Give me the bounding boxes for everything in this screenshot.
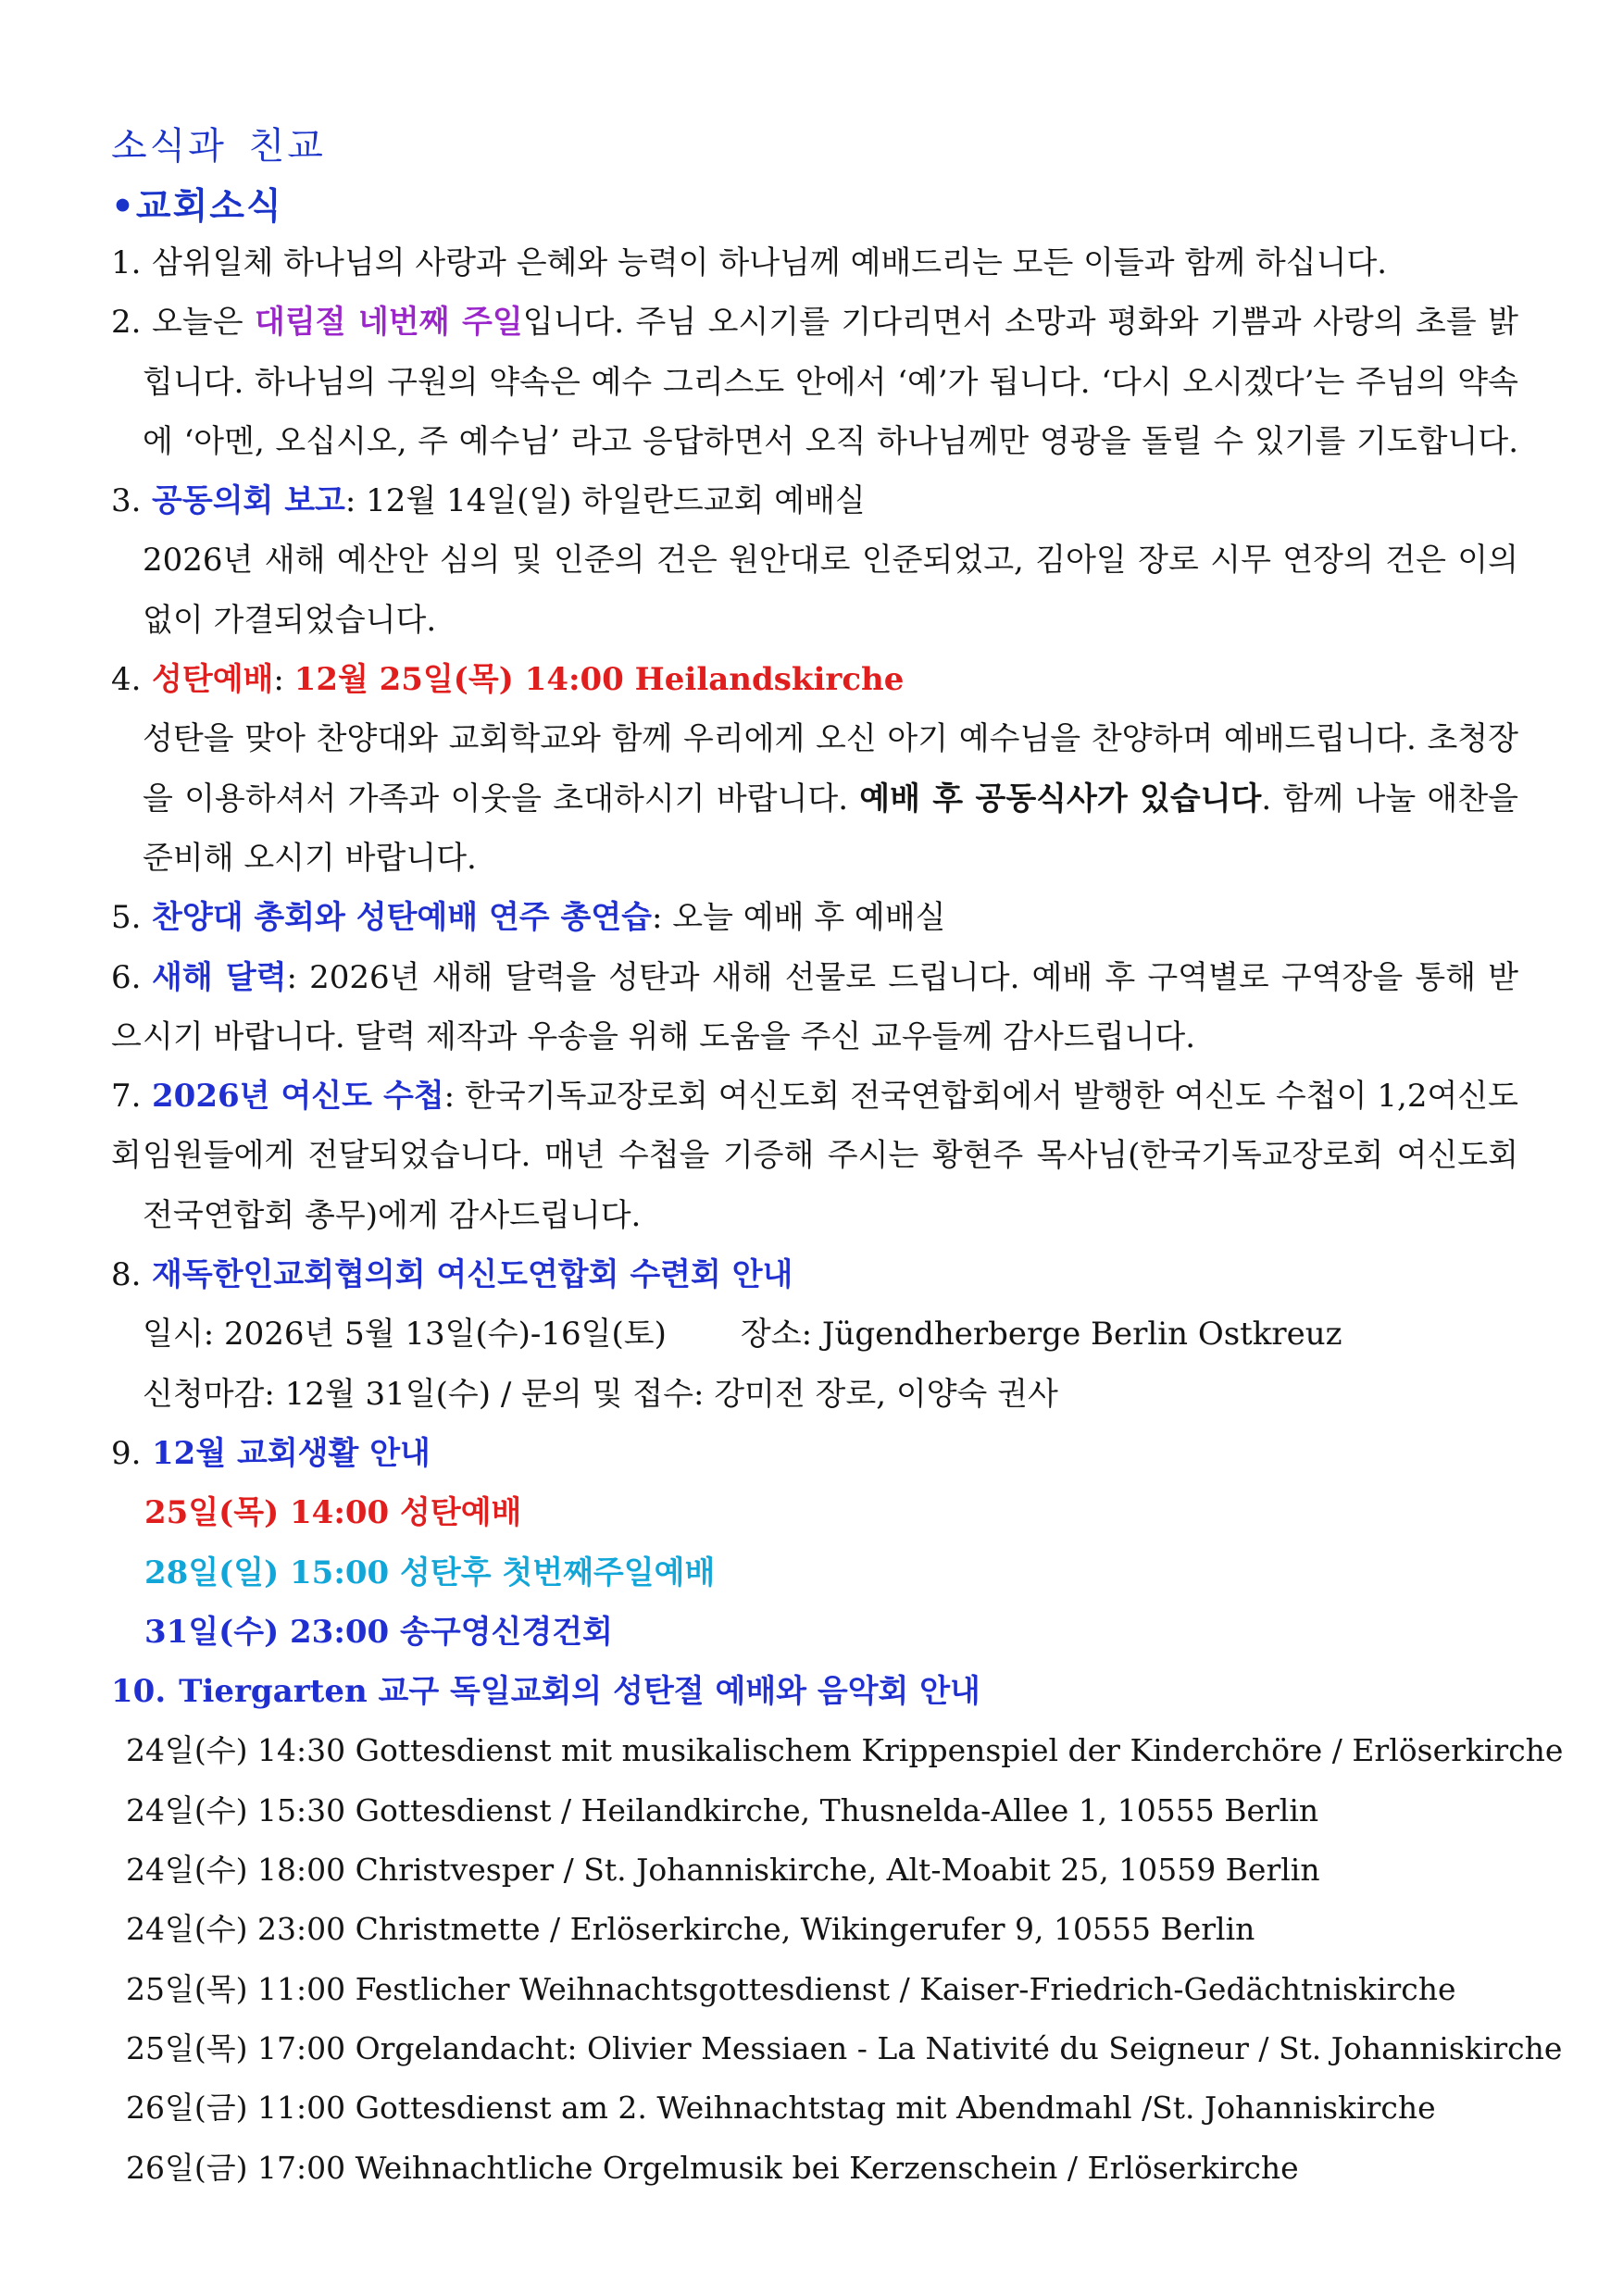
news-item-4 [111, 650, 1518, 709]
news-item-8 [111, 1245, 1518, 1304]
event-line: 25일(목) 17:00 Orgelandacht: Olivier Messiaen - La Nativité du Seigneur / St. Johanniskirche [126, 2029, 1563, 2066]
item-text: 오늘은 [152, 304, 255, 342]
event-line: 24일(수) 23:00 Christmette / Erlöserkirche, Wikingerufer 9, 10555 Berlin [126, 1911, 1255, 1948]
item-number: 4. [111, 661, 142, 699]
item-continuation: 시기 바랍니다. 달력 제작과 우송을 위해 도움을 주신 교우들께 감사드립니다. [143, 1017, 1196, 1055]
advent-highlight: 대림절 네번째 주일 [254, 304, 523, 342]
item-text: : 12월 14일(일) 하일란드교회 예배실 [344, 482, 866, 520]
news-item-9 [111, 1424, 1518, 1483]
news-item-3 [111, 471, 1518, 530]
item-continuation: 2026년 새해 예산안 심의 및 인준의 건은 원안대로 인준되었고, 김아일 장로 시무 연장의 건은 이의 [143, 542, 1518, 580]
schedule-sunday-after-christmas: 28일(일) 15:00 성탄후 첫번째주일예배 [144, 1554, 716, 1591]
news-item-10 [111, 1662, 1518, 1721]
schedule-christmas: 25일(목) 14:00 성탄예배 [144, 1494, 522, 1532]
item-number: 5. [111, 899, 142, 937]
item-number: 3. [111, 482, 142, 520]
item-label: 성탄예배 [152, 661, 274, 699]
page-title: 소식과 친교 [111, 125, 326, 168]
item-label: 2026년 여신도 수첩 [152, 1078, 444, 1116]
item-text: . 함께 나눌 애찬을 [1261, 780, 1519, 817]
item-text: : 한국기독교장로회 여신도회 전국연합회에서 발행한 여신도 수첩이 1,2여신도회 [111, 1078, 1518, 1175]
item-text: : [273, 661, 294, 699]
item-text: 입니다. 주님 오시기를 기다리면서 소망과 평화와 기쁨과 사랑의 초를 밝 [522, 304, 1518, 342]
item-continuation: 힙니다. 하나님의 구원의 약속은 예수 그리스도 안에서 ‘예’가 됩니다. ‘다시 오시겠다’는 주님의 약속 [143, 363, 1518, 401]
news-item-1 [111, 233, 1518, 293]
item-label: Tiergarten 교구 독일교회의 성탄절 예배와 음악회 안내 [179, 1673, 980, 1711]
retreat-venue: 장소: Jügendherberge Berlin Ostkreuz [740, 1316, 1342, 1354]
news-list [111, 233, 1564, 2198]
item-continuation: 성탄을 맞아 찬양대와 교회학교와 함께 우리에게 오신 아기 예수님을 찬양하며 예배드립니다. 초청장 [143, 720, 1518, 758]
event-line: 26일(금) 11:00 Gottesdienst am 2. Weihnachtstag mit Abendmahl /St. Johanniskirche [126, 2090, 1436, 2127]
event-line: 26일(금) 17:00 Weihnachtliche Orgelmusik bei Kerzenschein / Erlöserkirche [126, 2149, 1299, 2186]
retreat-details [111, 1304, 1518, 1364]
item-label: 찬양대 총회와 성탄예배 연주 총연습 [152, 899, 653, 937]
news-item-2 [111, 293, 1518, 352]
christmas-service-detail: 12월 25일(목) 14:00 Heilandskirche [293, 661, 905, 699]
item-continuation: 준비해 오시기 바랍니다. [143, 839, 477, 877]
section-title: •교회소식 [111, 185, 283, 228]
item-text: 을 이용하셔서 가족과 이웃을 초대하시기 바랍니다. [143, 780, 860, 817]
item-number: 2. [111, 304, 142, 342]
event-line: 25일(목) 11:00 Festlicher Weihnachtsgottesdienst / Kaiser-Friedrich-Gedächtniskirche [126, 1970, 1456, 2007]
item-text: : 오늘 예배 후 예배실 [652, 899, 946, 937]
item-number: 6. [111, 958, 142, 996]
news-item-5 [111, 888, 1518, 947]
item-continuation: 에 ‘아멘, 오십시오, 주 예수님’ 라고 응답하면서 오직 하나님께만 영광을 돌릴 수 있기를 기도합니다. [143, 422, 1518, 460]
retreat-registration: 신청마감: 12월 31일(수) / 문의 및 접수: 강미전 장로, 이양숙 권사 [143, 1375, 1058, 1413]
item-label: 12월 교회생활 안내 [152, 1434, 431, 1472]
item-number: 7. [111, 1078, 142, 1116]
item-continuation: 전국연합회 총무)에게 감사드립니다. [143, 1196, 642, 1234]
item-number: 1. [111, 244, 142, 281]
meal-notice: 예배 후 공동식사가 있습니다 [859, 780, 1262, 817]
item-number: 9. [111, 1434, 142, 1472]
item-label: 공동의회 보고 [152, 482, 345, 520]
item-number: 10. [111, 1673, 167, 1711]
event-line: 24일(수) 15:30 Gottesdienst / Heilandkirche, Thusnelda-Allee 1, 10555 Berlin [126, 1791, 1319, 1828]
item-continuation [111, 769, 1518, 829]
item-label: 새해 달력 [152, 958, 287, 996]
item-number: 8. [111, 1256, 142, 1294]
item-label: 재독한인교회협의회 여신도연합회 수련회 안내 [152, 1256, 793, 1294]
item-continuation: 없이 가결되었습니다. [143, 601, 437, 639]
item-text: 삼위일체 하나님의 사랑과 은혜와 능력이 하나님께 예배드리는 모든 이들과 함께 하십니다. [152, 244, 1388, 281]
item-continuation: 임원들에게 전달되었습니다. 매년 수첩을 기증해 주시는 황현주 목사님(한국기독교장로회 여신도회 [143, 1137, 1518, 1175]
retreat-date: 일시: 2026년 5월 13일(수)-16일(토) [143, 1316, 667, 1354]
schedule-new-year-eve: 31일(수) 23:00 송구영신경건회 [144, 1613, 613, 1651]
event-line: 24일(수) 18:00 Christvesper / St. Johanniskirche, Alt-Moabit 25, 10559 Berlin [126, 1852, 1320, 1889]
item-text: : 2026년 새해 달력을 성탄과 새해 선물로 드립니다. 예배 후 구역별로 구역장을 통해 받으 [111, 958, 1519, 1055]
event-line: 24일(수) 14:30 Gottesdienst mit musikalischem Krippenspiel der Kinderchöre / Erlöserkirche [126, 1732, 1564, 1769]
